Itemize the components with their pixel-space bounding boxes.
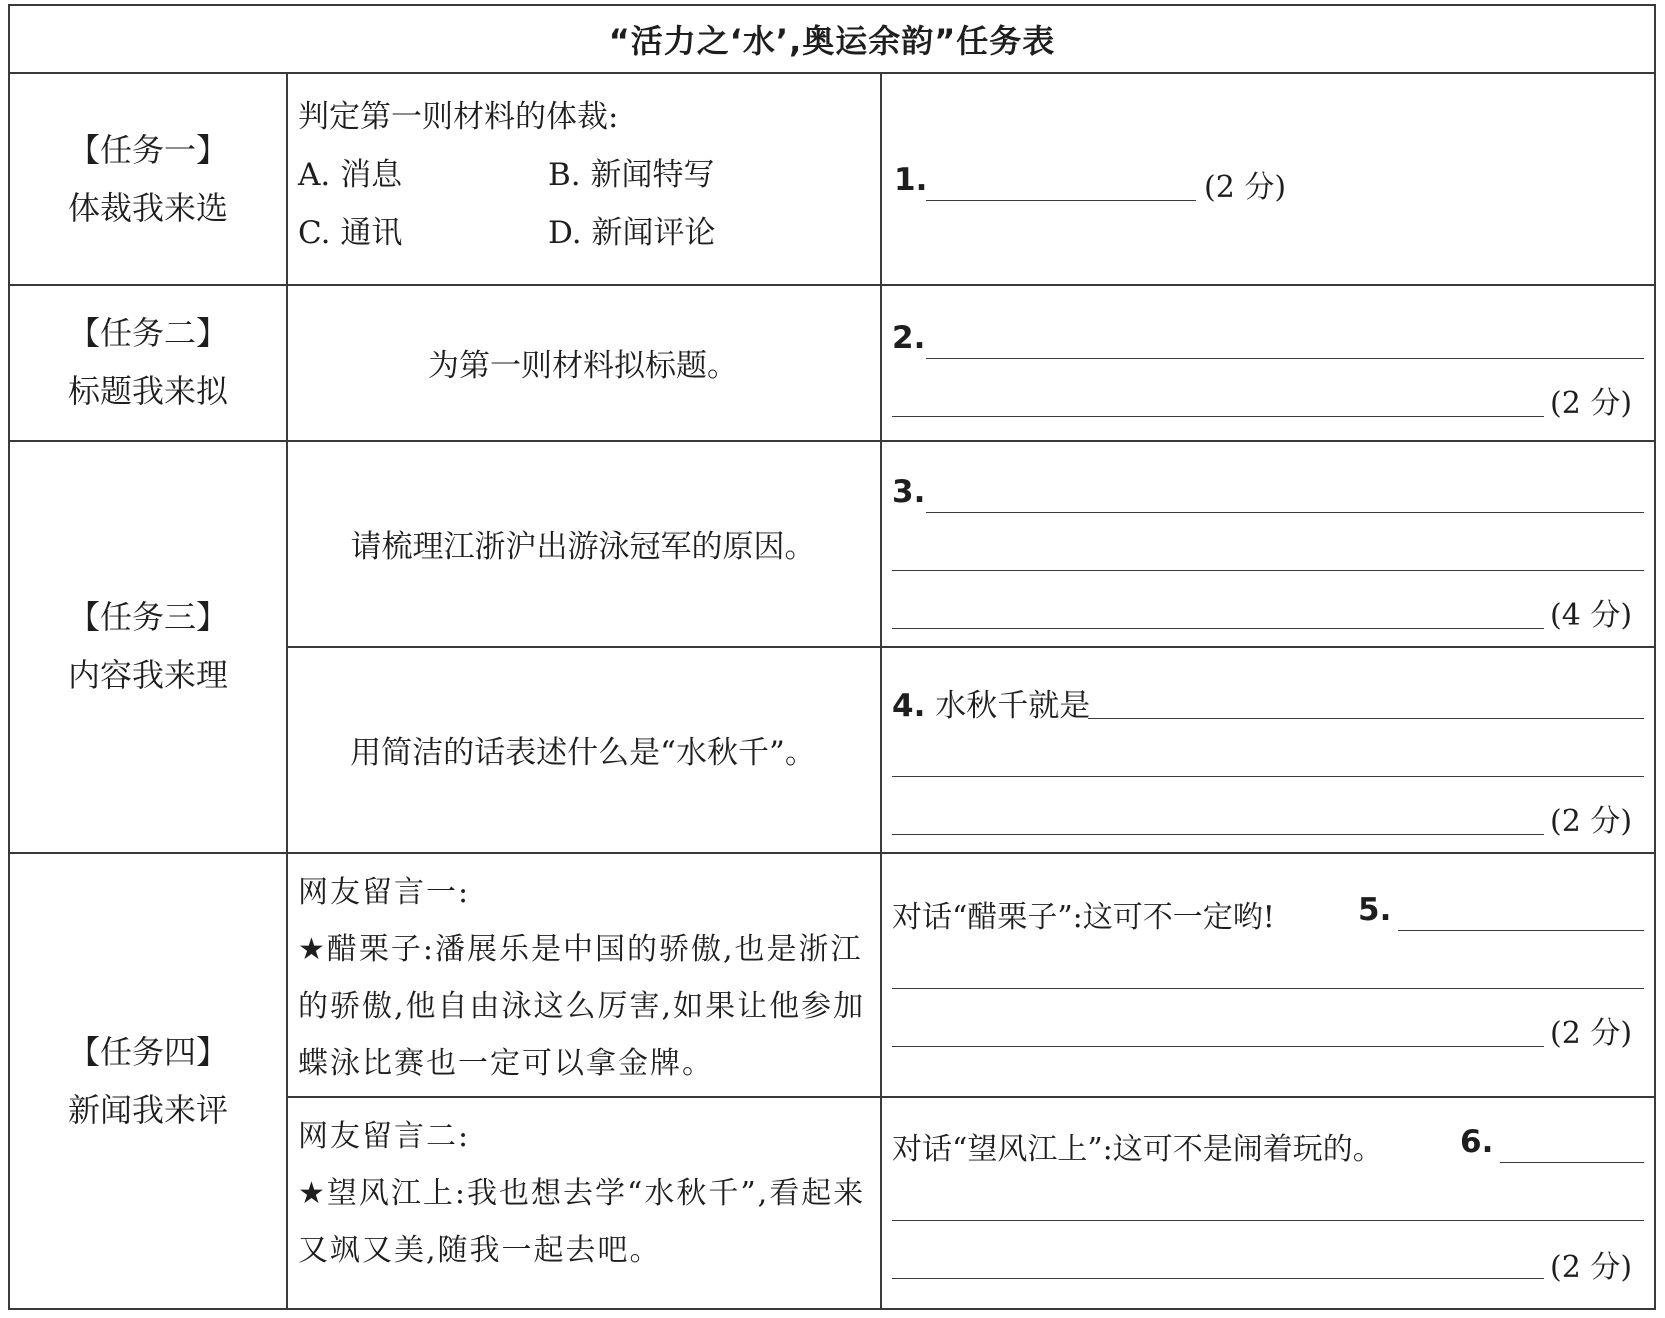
task4-answer-area-2 — [882, 1096, 1654, 1310]
answer5-blank-1[interactable] — [1398, 930, 1644, 931]
comment2 — [286, 1096, 880, 1310]
reply1-lead: 对话“醋栗子”:这可不一定哟! — [892, 900, 1275, 935]
task3-prompt-b: 用简洁的话表述什么是“水秋千”。 — [350, 734, 816, 771]
answer6-score: (2 分) — [1550, 1250, 1633, 1285]
answer4-prefix — [892, 680, 1090, 725]
answer5-number: 5. — [1358, 892, 1392, 928]
answer3-score: (4 分) — [1550, 598, 1633, 633]
star-icon: ★ — [298, 932, 327, 967]
answer4-blank-1[interactable] — [1088, 718, 1644, 719]
answer4-number: 4. — [892, 688, 926, 724]
task4-name: 新闻我来评 — [67, 1091, 228, 1129]
answer6-blank-2[interactable] — [892, 1220, 1644, 1221]
task1-options — [298, 146, 880, 262]
task4-header — [10, 852, 286, 1310]
answer4-lead: 水秋千就是 — [935, 688, 1091, 724]
task4-label: 【任务四】 — [67, 1033, 228, 1071]
answer5-blank-2[interactable] — [892, 988, 1644, 989]
comment1 — [286, 852, 880, 1096]
answer6-blank-3[interactable] — [892, 1278, 1544, 1279]
task3-answer-area-a — [882, 440, 1654, 646]
answer2-number: 2. — [892, 320, 926, 356]
answer6-number: 6. — [1460, 1124, 1494, 1160]
option-b: B. 新闻特写 — [548, 157, 715, 193]
task3-header — [10, 440, 286, 852]
task-table — [8, 4, 1656, 1310]
answer2-blank-1[interactable] — [926, 358, 1644, 359]
task2-label: 【任务二】 — [67, 314, 228, 352]
comment1-body — [298, 921, 870, 1092]
answer2-blank-2[interactable] — [892, 416, 1544, 417]
answer1-number: 1. — [894, 162, 928, 198]
answer3-blank-1[interactable] — [926, 512, 1644, 513]
answer5-score: (2 分) — [1550, 1016, 1633, 1051]
task1-header — [10, 74, 286, 284]
task1-prompt: 判定第一则材料的体裁: — [298, 99, 619, 135]
option-a: A. 消息 — [298, 157, 403, 193]
task2-prompt: 为第一则材料拟标题。 — [428, 347, 738, 384]
task3-answer-area-b — [882, 646, 1654, 852]
task1-name: 体裁我来选 — [67, 189, 228, 227]
answer1-score: (2 分) — [1204, 170, 1287, 205]
task2-answer-area — [882, 284, 1654, 440]
star-icon: ★ — [298, 1176, 327, 1211]
task3-label: 【任务三】 — [67, 598, 228, 636]
answer5-blank-3[interactable] — [892, 1046, 1544, 1047]
task3-name: 内容我来理 — [67, 656, 228, 694]
comment2-body — [298, 1165, 870, 1279]
option-d: D. 新闻评论 — [548, 215, 716, 251]
comment2-head: 网友留言二: — [298, 1119, 471, 1154]
task3-prompt-a: 请梳理江浙沪出游泳冠军的原因。 — [350, 528, 816, 565]
task1-question — [286, 88, 880, 284]
answer3-blank-3[interactable] — [892, 628, 1544, 629]
answer3-blank-2[interactable] — [892, 570, 1644, 571]
comment2-text: 望风江上:我也想去学“水秋千”,看起来又飒又美,随我一起去吧。 — [298, 1176, 866, 1268]
table-title: “活力之‘水’,奥运余韵”任务表 — [10, 6, 1654, 74]
task1-answer-area — [882, 74, 1654, 284]
answer6-blank-1[interactable] — [1500, 1162, 1644, 1163]
comment1-head: 网友留言一: — [298, 875, 471, 910]
task2-header — [10, 284, 286, 440]
answer1-blank[interactable] — [926, 200, 1196, 201]
reply2-lead: 对话“望风江上”:这可不是闹着玩的。 — [892, 1132, 1383, 1167]
answer2-score: (2 分) — [1550, 386, 1633, 421]
task2-name: 标题我来拟 — [67, 372, 228, 410]
answer4-blank-3[interactable] — [892, 834, 1544, 835]
answer4-score: (2 分) — [1550, 804, 1633, 839]
answer3-number: 3. — [892, 474, 926, 510]
answer4-blank-2[interactable] — [892, 776, 1644, 777]
task4-answer-area-1 — [882, 852, 1654, 1096]
task1-label: 【任务一】 — [67, 131, 228, 169]
comment1-text: 醋栗子:潘展乐是中国的骄傲,也是浙江的骄傲,他自由泳这么厉害,如果让他参加蝶泳比赛也一定可以拿金牌。 — [298, 932, 866, 1081]
option-c: C. 通讯 — [298, 215, 403, 251]
